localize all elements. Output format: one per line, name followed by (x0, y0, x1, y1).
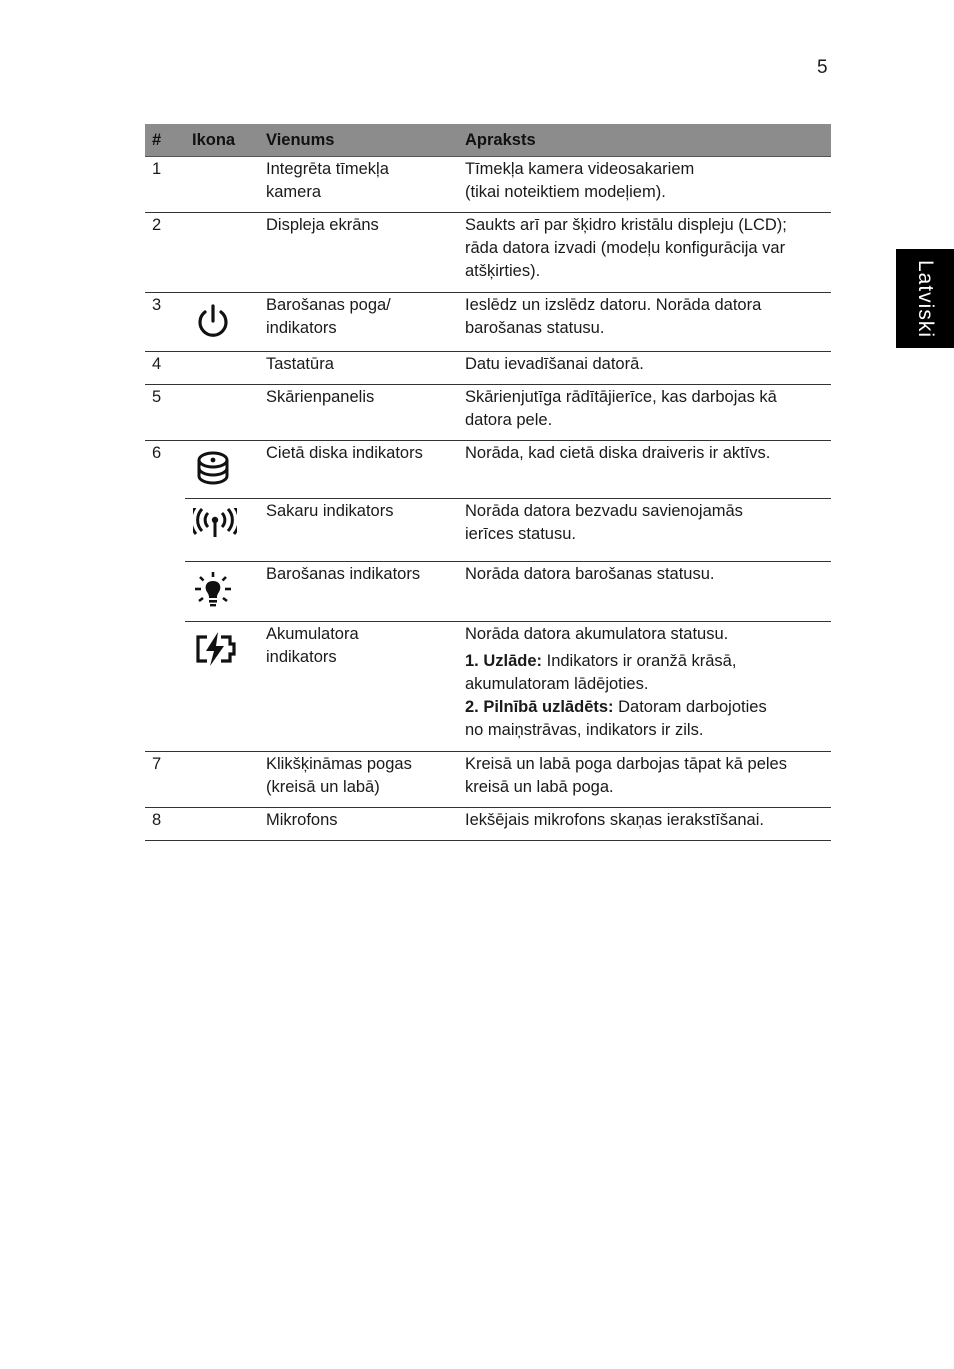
row-description (465, 499, 831, 562)
row-description-line: ierīces statusu. (465, 525, 576, 543)
row-icon-cell (185, 622, 266, 752)
row-icon-cell (185, 441, 266, 499)
row-item-line: kamera (266, 183, 322, 201)
row-description-line: datora pele. (465, 411, 553, 429)
row-description-bullet (465, 650, 823, 696)
row-item (266, 752, 465, 808)
bullet-text: Datoram darbojoties (613, 698, 767, 716)
row-item-line: (kreisā un labā) (266, 778, 380, 796)
hdd-icon (193, 450, 233, 490)
page-number: 5 (817, 57, 828, 78)
row-description (465, 752, 831, 808)
language-tab (896, 249, 954, 348)
row-icon-cell (185, 213, 266, 293)
row-item-line: indikators (266, 648, 337, 666)
row-description-line: Tīmekļa kamera videosakariem (465, 160, 695, 178)
header-description: Apraksts (465, 124, 831, 157)
header-item: Vienums (266, 124, 465, 157)
bullet-text: Indikators ir oranžā krāsā, (542, 652, 737, 670)
table-row (145, 752, 831, 808)
table-header-row (145, 124, 831, 157)
table-row (145, 293, 831, 352)
row-description-line: (tikai noteiktiem modeļiem). (465, 183, 666, 201)
row-icon-cell (185, 157, 266, 213)
row-icon-cell (185, 293, 266, 352)
bullet-label: 2. Pilnībā uzlādēts: (465, 698, 614, 716)
row-description-line: Skārienjutīga rādītājierīce, kas darbojas kā (465, 388, 777, 406)
row-description: Norāda, kad cietā diska draiveris ir aktīvs. (465, 441, 831, 499)
table-row (145, 808, 831, 841)
table-row (145, 213, 831, 293)
row-item: Tastatūra (266, 352, 465, 385)
row-description (465, 622, 831, 752)
power-led-icon (193, 571, 233, 611)
row-number: 2 (145, 213, 185, 293)
components-table (145, 124, 831, 841)
power-icon (193, 302, 233, 342)
wireless-icon (193, 508, 237, 542)
header-icon: Ikona (185, 124, 266, 157)
row-number: 4 (145, 352, 185, 385)
table-row (145, 622, 831, 752)
row-item: Cietā diska indikators (266, 441, 465, 499)
row-icon-cell (185, 385, 266, 441)
row-description-line: Ieslēdz un izslēdz datoru. Norāda datora (465, 296, 762, 314)
row-description (465, 293, 831, 352)
row-number: 3 (145, 293, 185, 352)
table-row (145, 499, 831, 562)
bullet-text: akumulatoram lādējoties. (465, 675, 649, 693)
row-description-line: barošanas statusu. (465, 319, 605, 337)
battery-charge-icon (193, 631, 239, 667)
row-item-line: Klikšķināmas pogas (266, 755, 412, 773)
row-item-line: Akumulatora (266, 625, 359, 643)
row-description: Datu ievadīšanai datorā. (465, 352, 831, 385)
bullet-text: no maiņstrāvas, indikators ir zils. (465, 721, 704, 739)
row-description-line: rāda datora izvadi (modeļu konfigurācija var (465, 239, 786, 257)
row-number: 7 (145, 752, 185, 808)
table-row (145, 157, 831, 213)
row-description-line: Kreisā un labā poga darbojas tāpat kā peles (465, 755, 787, 773)
row-number: 1 (145, 157, 185, 213)
bullet-label: 1. Uzlāde: (465, 652, 543, 670)
row-icon-cell (185, 808, 266, 841)
row-description (465, 157, 831, 213)
row-icon-cell (185, 499, 266, 562)
row-description-line: atšķirties). (465, 262, 541, 280)
row-item: Mikrofons (266, 808, 465, 841)
row-icon-cell (185, 562, 266, 622)
row-item: Barošanas indikators (266, 562, 465, 622)
row-item (266, 293, 465, 352)
row-number: 6 (145, 441, 185, 752)
row-description: Iekšējais mikrofons skaņas ierakstīšanai. (465, 808, 831, 841)
row-item (266, 157, 465, 213)
row-number: 5 (145, 385, 185, 441)
header-number: # (145, 124, 185, 157)
table-row (145, 385, 831, 441)
row-description-bullet (465, 696, 823, 742)
row-item: Sakaru indikators (266, 499, 465, 562)
row-item-line: Integrēta tīmekļa (266, 160, 389, 178)
row-item-line: Barošanas poga/ (266, 296, 391, 314)
row-description (465, 213, 831, 293)
row-description-line: kreisā un labā poga. (465, 778, 614, 796)
row-icon-cell (185, 752, 266, 808)
table-row (145, 562, 831, 622)
row-item-line: indikators (266, 319, 337, 337)
row-description-line: Saukts arī par šķidro kristālu displeju (LCD); (465, 216, 787, 234)
row-item: Displeja ekrāns (266, 213, 465, 293)
row-item: Skārienpanelis (266, 385, 465, 441)
table-row (145, 441, 831, 499)
language-tab-label: Latviski (914, 259, 937, 338)
row-item (266, 622, 465, 752)
row-icon-cell (185, 352, 266, 385)
table-row (145, 352, 831, 385)
row-number: 8 (145, 808, 185, 841)
row-description (465, 385, 831, 441)
row-description: Norāda datora barošanas statusu. (465, 562, 831, 622)
row-description-line: Norāda datora akumulatora statusu. (465, 625, 729, 643)
row-description-line: Norāda datora bezvadu savienojamās (465, 502, 743, 520)
